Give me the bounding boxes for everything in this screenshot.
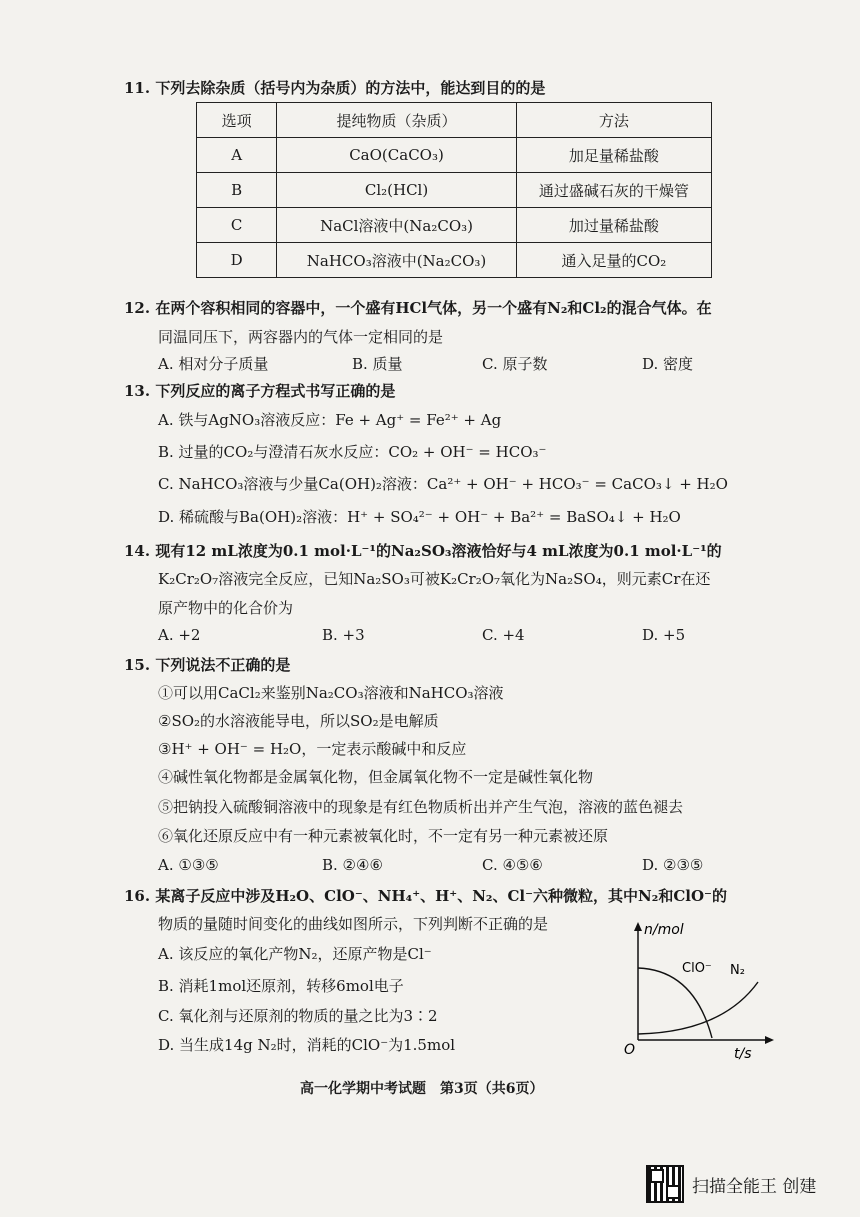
q15-item-1: ①可以用CaCl₂来鉴别Na₂CO₃溶液和NaHCO₃溶液 (158, 684, 504, 702)
page-footer: 高一化学期中考试题 第3页（共6页） (300, 1081, 544, 1097)
q15-item-4: ④碱性氧化物都是金属氧化物，但金属氧化物不一定是碱性氧化物 (158, 768, 594, 786)
q14-stem-line3: 原产物中的化合价为 (158, 599, 294, 617)
table-cell: Cl₂(HCl) (277, 173, 516, 208)
q13-option-c: C. NaHCO₃溶液与少量Ca(OH)₂溶液：Ca²⁺ + OH⁻ + HCO₃⁻ = CaCO₃↓ + H₂O (158, 475, 728, 493)
table-cell: 加足量稀盐酸 (516, 138, 711, 173)
q14-stem-line2: K₂Cr₂O₇溶液完全反应，已知Na₂SO₃可被K₂Cr₂O₇氧化为Na₂SO₄，则元素Cr在还 (158, 570, 711, 588)
table-row (197, 138, 712, 173)
q12-option-d: D. 密度 (642, 355, 694, 373)
q14-option-b: B. +3 (322, 626, 365, 644)
table-header-cell: 方法 (516, 103, 711, 138)
q16-option-c: C. 氧化剂与还原剂的物质的量之比为3∶2 (158, 1007, 438, 1025)
q14-option-c: C. +4 (482, 626, 525, 644)
table-row (197, 173, 712, 208)
origin-label: O (624, 1042, 636, 1058)
table-cell: 通入足量的CO₂ (516, 243, 711, 278)
table-cell: A (197, 138, 277, 173)
y-axis-label: n/mol (644, 922, 684, 938)
x-axis-arrow (765, 1036, 774, 1044)
q15-stem: 15. 下列说法不正确的是 (124, 656, 291, 674)
q16-option-d: D. 当生成14g N₂时，消耗的ClO⁻为1.5mol (158, 1036, 456, 1054)
q13-stem: 13. 下列反应的离子方程式书写正确的是 (124, 382, 396, 400)
scanner-brand-label: 扫描全能王 创建 (692, 1176, 817, 1197)
q15-item-5: ⑤把钠投入硫酸铜溶液中的现象是有红色物质析出并产生气泡，溶液的蓝色褪去 (158, 798, 684, 816)
q12-option-b: B. 质量 (352, 355, 403, 373)
table-row (197, 208, 712, 243)
table-cell: 通过盛碱石灰的干燥管 (516, 173, 711, 208)
q15-item-3: ③H⁺ + OH⁻ = H₂O，一定表示酸碱中和反应 (158, 740, 467, 758)
q14-option-a: A. +2 (158, 626, 201, 644)
table-row (197, 243, 712, 278)
n2-curve-label: N₂ (730, 963, 745, 978)
q12-option-a: A. 相对分子质量 (158, 355, 269, 373)
scanner-watermark (646, 1165, 816, 1203)
q15-item-6: ⑥氧化还原反应中有一种元素被氧化时，不一定有另一种元素被还原 (158, 827, 609, 845)
q14-option-d: D. +5 (642, 626, 686, 644)
q15-option-c: C. ④⑤⑥ (482, 856, 543, 874)
q11-stem: 11. 下列去除杂质（括号内为杂质）的方法中，能达到目的的是 (124, 79, 546, 97)
clo-curve (638, 968, 712, 1038)
q15-option-a: A. ①③⑤ (158, 856, 219, 874)
n2-curve (638, 982, 758, 1034)
table-header-cell: 选项 (197, 103, 277, 138)
x-axis-label: t/s (734, 1046, 752, 1062)
table-cell: NaHCO₃溶液中(Na₂CO₃) (277, 243, 516, 278)
q14-stem-line1: 14. 现有12 mL浓度为0.1 mol·L⁻¹的Na₂SO₃溶液恰好与4 mL浓度为0.1 mol·L⁻¹的 (124, 542, 722, 560)
q12-stem-line1: 12. 在两个容积相同的容器中，一个盛有HCl气体，另一个盛有N₂和Cl₂的混合气体。在 (124, 299, 712, 317)
clo-curve-label: ClO⁻ (682, 961, 712, 976)
table-cell: CaO(CaCO₃) (277, 138, 516, 173)
q15-option-d: D. ②③⑤ (642, 856, 704, 874)
table-cell: 加过量稀盐酸 (516, 208, 711, 243)
table-cell: D (197, 243, 277, 278)
table-cell: NaCl溶液中(Na₂CO₃) (277, 208, 516, 243)
q16-stem-line2: 物质的量随时间变化的曲线如图所示，下列判断不正确的是 (158, 915, 549, 933)
q16-option-a: A. 该反应的氧化产物N₂，还原产物是Cl⁻ (158, 945, 432, 963)
q13-option-d: D. 稀硫酸与Ba(OH)₂溶液：H⁺ + SO₄²⁻ + OH⁻ + Ba²⁺ = BaSO₄↓ + H₂O (158, 508, 681, 526)
q12-option-c: C. 原子数 (482, 355, 548, 373)
table-header-row (197, 103, 712, 138)
table-cell: B (197, 173, 277, 208)
q15-option-b: B. ②④⑥ (322, 856, 383, 874)
q13-option-a: A. 铁与AgNO₃溶液反应：Fe + Ag⁺ = Fe²⁺ + Ag (158, 411, 502, 429)
y-axis-arrow (634, 922, 642, 931)
q12-stem-line2: 同温同压下，两容器内的气体一定相同的是 (158, 328, 444, 346)
qr-code-icon (646, 1165, 684, 1203)
table-header-cell: 提纯物质（杂质） (277, 103, 516, 138)
q13-option-b: B. 过量的CO₂与澄清石灰水反应：CO₂ + OH⁻ = HCO₃⁻ (158, 443, 547, 461)
q11-table (196, 102, 712, 278)
q16-graph (622, 918, 782, 1064)
q16-option-b: B. 消耗1mol还原剂，转移6mol电子 (158, 977, 404, 995)
q15-item-2: ②SO₂的水溶液能导电，所以SO₂是电解质 (158, 712, 439, 730)
table-cell: C (197, 208, 277, 243)
q16-stem-line1: 16. 某离子反应中涉及H₂O、ClO⁻、NH₄⁺、H⁺、N₂、Cl⁻六种微粒，其中N₂和ClO⁻的 (124, 887, 727, 905)
